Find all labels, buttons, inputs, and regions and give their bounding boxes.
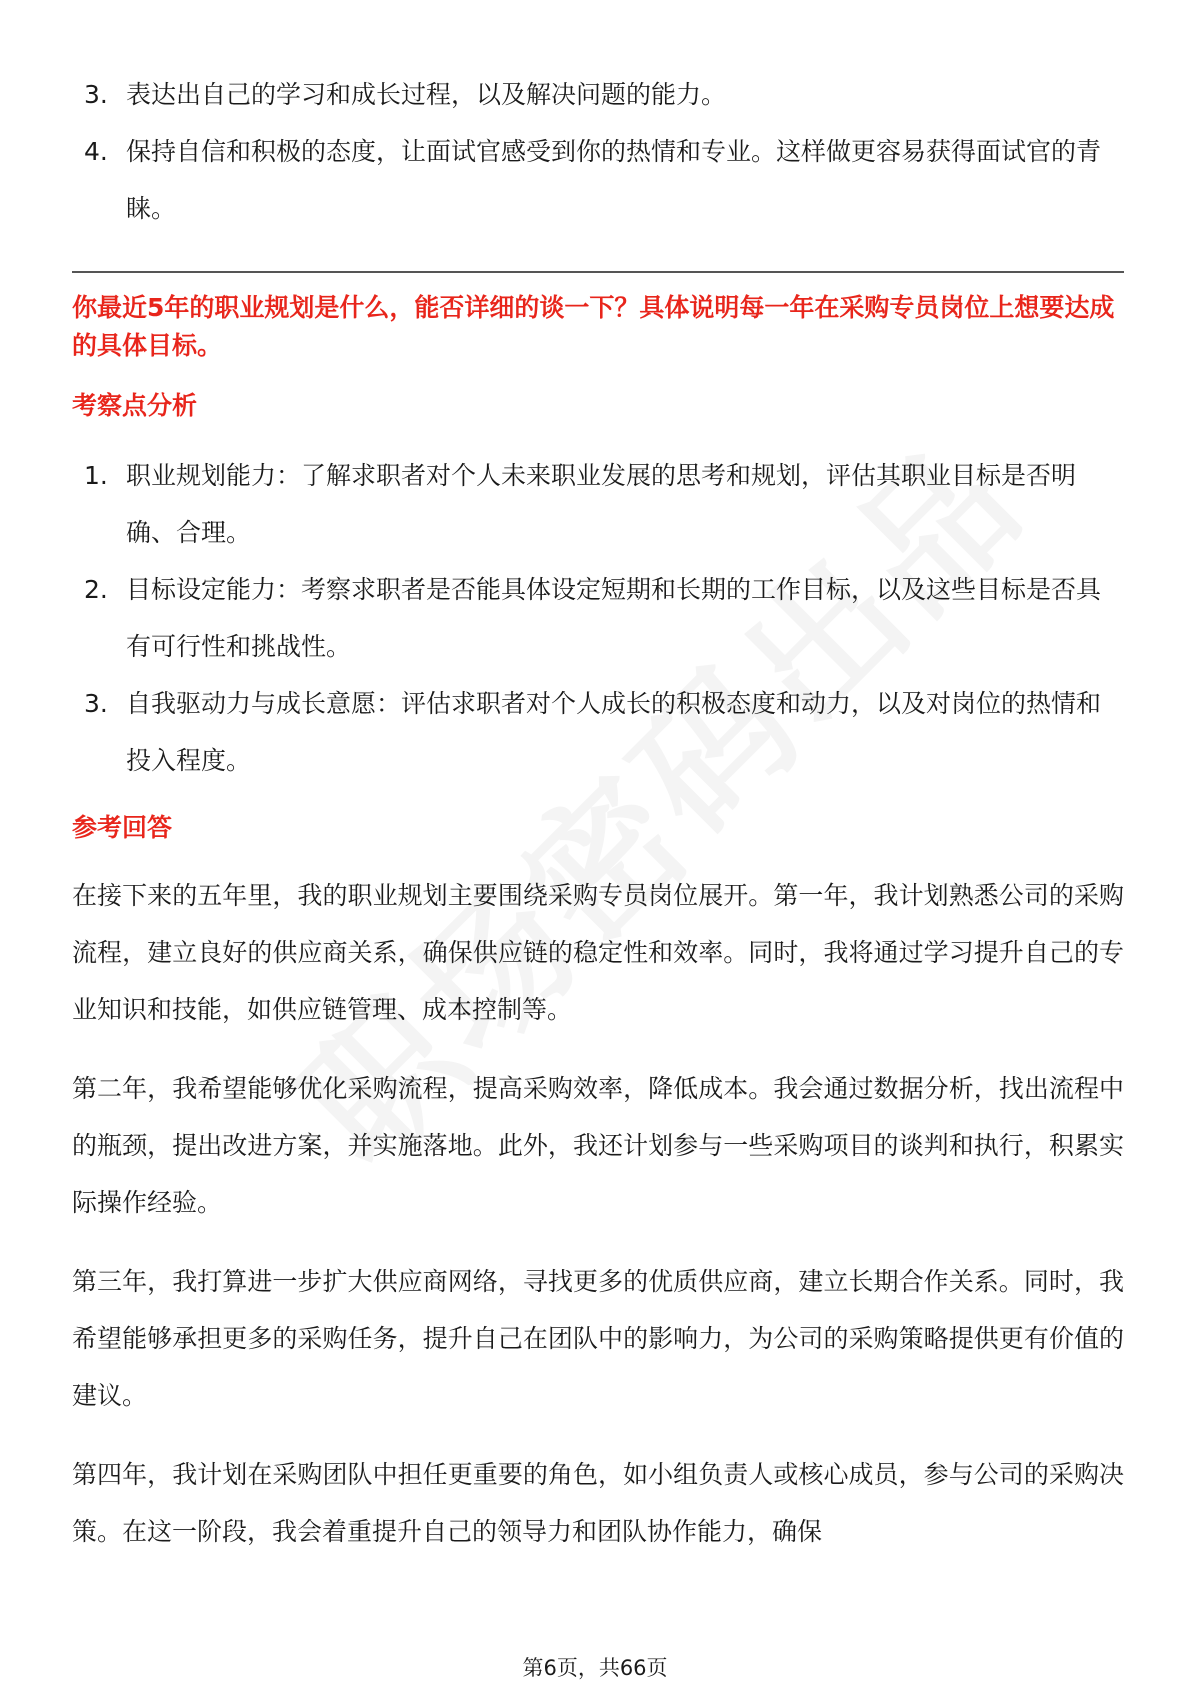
answer-paragraph: 第四年，我计划在采购团队中担任更重要的角色，如小组负责人或核心成员，参与公司的采购决策。在这一阶段，我会着重提升自己的领导力和团队协作能力，确保 — [72, 1460, 1124, 1546]
answer-paragraph: 第三年，我打算进一步扩大供应商网络，寻找更多的优质供应商，建立长期合作关系。同时，我希望能够承担更多的采购任务，提升自己在团队中的影响力，为公司的采购策略提供更有价值的建议。 — [72, 1267, 1124, 1410]
page-footer: 第6页，共66页 — [522, 1656, 668, 1680]
list-item — [72, 447, 1124, 561]
answer-heading: 参考回答 — [72, 813, 173, 842]
list-text: 保持自信和积极的态度，让面试官感受到你的热情和专业。这样做更容易获得面试官的青睐。 — [126, 137, 1102, 223]
list-number: 2. — [84, 575, 108, 604]
answer-paragraph: 在接下来的五年里，我的职业规划主要围绕采购专员岗位展开。第一年，我计划熟悉公司的采购流程，建立良好的供应商关系，确保供应链的稳定性和效率。同时，我将通过学习提升自己的专业知识和技能，如供应链管理、成本控制等。 — [72, 881, 1124, 1024]
list-number: 4. — [84, 137, 108, 166]
section-divider — [72, 271, 1124, 273]
list-number: 3. — [84, 80, 108, 109]
list-item — [72, 123, 1124, 237]
list-text: 职业规划能力：了解求职者对个人未来职业发展的思考和规划，评估其职业目标是否明确、合理。 — [126, 461, 1077, 547]
answer-paragraph: 第二年，我希望能够优化采购流程，提高采购效率，降低成本。我会通过数据分析，找出流程中的瓶颈，提出改进方案，并实施落地。此外，我还计划参与一些采购项目的谈判和执行，积累实际操作经验。 — [72, 1074, 1124, 1217]
list-number: 1. — [84, 461, 108, 490]
analysis-list — [72, 447, 1124, 789]
top-list — [72, 66, 1124, 237]
list-text: 表达出自己的学习和成长过程，以及解决问题的能力。 — [126, 80, 727, 109]
list-item — [72, 675, 1124, 789]
list-text: 自我驱动力与成长意愿：评估求职者对个人成长的积极态度和动力，以及对岗位的热情和投入程度。 — [126, 689, 1102, 775]
list-number: 3. — [84, 689, 108, 718]
question-title: 你最近5年的职业规划是什么，能否详细的谈一下？具体说明每一年在采购专员岗位上想要达成的具体目标。 — [72, 293, 1115, 360]
analysis-heading: 考察点分析 — [72, 391, 198, 420]
page-content — [72, 66, 1124, 1582]
list-text: 目标设定能力：考察求职者是否能具体设定短期和长期的工作目标，以及这些目标是否具有可行性和挑战性。 — [126, 575, 1102, 661]
list-item — [72, 66, 1124, 123]
list-item — [72, 561, 1124, 675]
